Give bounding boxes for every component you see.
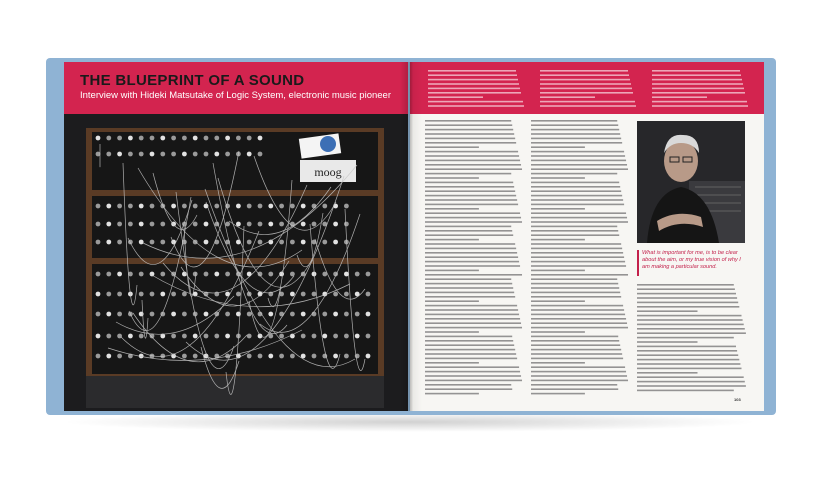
- article-title: THE BLUEPRINT OF A SOUND: [80, 72, 305, 89]
- pull-quote: What is important for me, is to be clear about the aim, or my true vision of why I am making a particular sound.: [642, 250, 741, 270]
- article-subtitle: Interview with Hideki Matsutake of Logic System, electronic music pioneer: [80, 90, 391, 101]
- svg-text:moog: moog: [314, 165, 342, 179]
- banner-text-block: [428, 68, 758, 110]
- quote-accent-bar: [637, 250, 639, 276]
- moog-synthesizer-photo: [64, 114, 408, 411]
- body-text-column-right: [637, 284, 749, 396]
- body-text-columns: [425, 120, 635, 400]
- page-number: 103: [734, 397, 741, 402]
- book-shadow: [60, 412, 760, 432]
- book-gutter: [400, 62, 422, 411]
- hideki-matsutake-portrait: [637, 121, 745, 243]
